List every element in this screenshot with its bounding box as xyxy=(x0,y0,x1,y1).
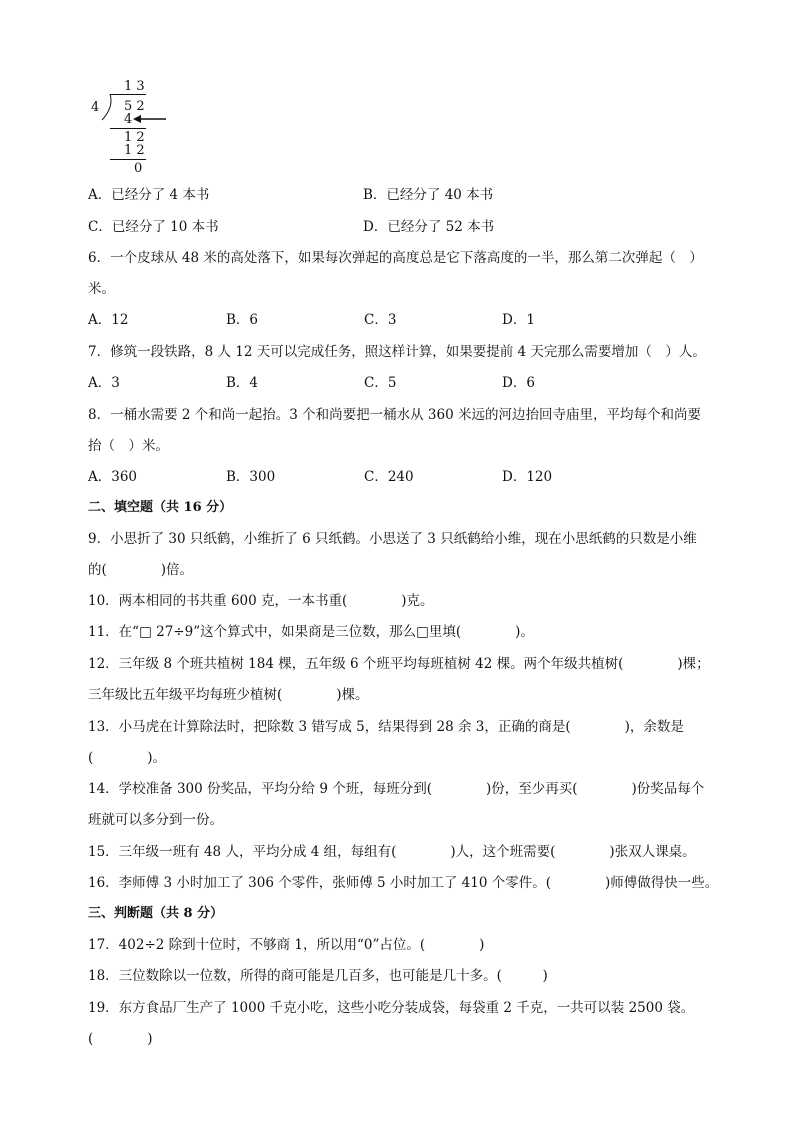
q6-option-b: B．6 xyxy=(226,312,259,328)
q6-option-c: C．3 xyxy=(364,312,397,328)
q5-option-d: D．已经分了 52 本书 xyxy=(363,219,495,235)
q8-option-a: A．360 xyxy=(88,469,138,485)
q8-option-d: D．120 xyxy=(502,469,553,485)
q12-text-line-1: 12．三年级 8 个班共植树 184 棵，五年级 6 个班平均每班植树 42 棵。两个年级共植树( )棵； xyxy=(88,656,710,672)
q6-text-line-1: 6．一个皮球从 48 米的高处落下，如果每次弹起的高度总是它下落高度的一半，那么第二次弹起（ ） xyxy=(88,250,703,266)
division-bracket xyxy=(100,93,114,121)
q19-text-line-2: ( ) xyxy=(88,1031,153,1047)
q9-text-line-2: 的( )倍。 xyxy=(88,562,194,578)
dividend: 5 2 xyxy=(124,99,145,114)
q6-text-line-2: 米。 xyxy=(88,281,115,297)
q18-text: 18．三位数除以一位数，所得的商可能是几百多，也可能是几十多。( ) xyxy=(88,968,548,984)
q6-option-a: A．12 xyxy=(88,312,129,328)
division-step-1: 4 xyxy=(124,112,133,127)
q5-option-b: B．已经分了 40 本书 xyxy=(363,187,494,203)
q13-text-line-2: ( )。 xyxy=(88,750,167,766)
q17-text: 17．402÷2 除到十位时，不够商 1，所以用“0”占位。( ) xyxy=(88,937,485,953)
section-heading-fill-in: 二、填空题（共 16 分） xyxy=(88,500,233,515)
quotient: 1 3 xyxy=(124,79,145,94)
q7-option-a: A．3 xyxy=(88,375,120,391)
arrow-left-icon xyxy=(132,113,168,125)
q8-text-line-1: 8．一桶水需要 2 个和尚一起抬。3 个和尚要把一桶水从 360 米远的河边抬回寺庙里，平均每个和尚要 xyxy=(88,407,701,423)
q6-option-d: D．1 xyxy=(502,312,535,328)
section-heading-true-false: 三、判断题（共 8 分） xyxy=(88,906,224,921)
q10-text: 10．两本相同的书共重 600 克，一本书重( )克。 xyxy=(88,593,434,609)
q14-text-line-2: 班就可以多分到一份。 xyxy=(88,812,223,828)
q5-option-a: A．已经分了 4 本书 xyxy=(88,187,210,203)
q15-text: 15．三年级一班有 48 人，平均分成 4 组，每组有( )人，这个班需要( )张双人课桌。 xyxy=(88,844,696,860)
division-rule-2 xyxy=(110,159,146,160)
q7-text-line-1: 7．修筑一段铁路，8 人 12 天可以完成任务，照这样计算，如果要提前 4 天完那么需要增加（ ）人。 xyxy=(88,344,706,360)
q19-text-line-1: 19．东方食品厂生产了 1000 千克小吃，这些小吃分装成袋，每袋重 2 千克，一共可以装 2500 袋。 xyxy=(88,1000,695,1016)
divisor: 4 xyxy=(91,100,100,115)
division-step-2: 1 2 xyxy=(124,130,145,145)
q7-option-d: D．6 xyxy=(502,375,535,391)
q7-option-b: B．4 xyxy=(226,375,259,391)
division-step-3: 1 2 xyxy=(124,143,145,158)
remainder: 0 xyxy=(134,161,143,176)
q7-option-c: C．5 xyxy=(364,375,397,391)
q14-text-line-1: 14．学校准备 300 份奖品，平均分给 9 个班，每班分到( )份，至少再买( )份奖品每个 xyxy=(88,781,705,797)
q8-text-line-2: 抬（ ）米。 xyxy=(88,438,169,454)
q5-option-c: C．已经分了 10 本书 xyxy=(88,219,219,235)
q12-text-line-2: 三年级比五年级平均每班少植树( )棵。 xyxy=(88,687,369,703)
q9-text-line-1: 9．小思折了 30 只纸鹤，小维折了 6 只纸鹤。小思送了 3 只纸鹤给小维，现在小思纸鹤的只数是小维 xyxy=(88,531,697,547)
q8-option-c: C．240 xyxy=(364,469,414,485)
q16-text: 16．李师傅 3 小时加工了 306 个零件，张师傅 5 小时加工了 410 个零件。( )师傅做得快一些。 xyxy=(88,875,719,891)
q11-text: 11．在“□ 27÷9”这个算式中，如果商是三位数，那么□里填( )。 xyxy=(88,624,534,640)
q8-option-b: B．300 xyxy=(226,469,276,485)
division-bar xyxy=(110,94,146,95)
q13-text-line-1: 13．小马虎在计算除法时，把除数 3 错写成 5，结果得到 28 余 3，正确的商是( )，余数是 xyxy=(88,719,684,735)
division-rule-1 xyxy=(110,128,146,129)
